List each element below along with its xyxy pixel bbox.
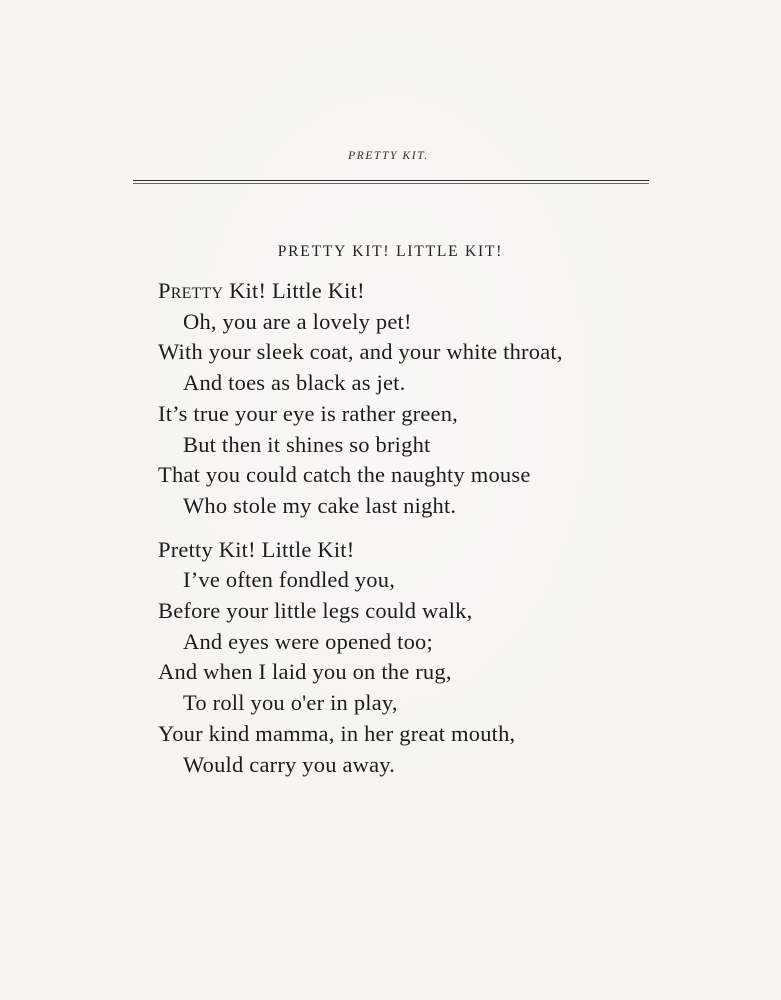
stanza-1 [158,276,678,522]
poem-line: Who stole my cake last night. [183,492,457,518]
stanza-2 [158,535,678,781]
running-head-text: PRETTY KIT. [348,150,429,162]
poem-line: But then it shines so bright [183,431,431,457]
poem-line [158,276,678,307]
header-rule [133,180,649,181]
first-line-rest: Kit! Little Kit! [223,278,365,303]
poem-line: And eyes were opened too; [183,628,433,654]
poem-line: To roll you o'er in play, [183,690,398,716]
drop-smallcaps-word: Pretty [158,278,224,303]
poem-title: PRETTY KIT! LITTLE KIT! [277,243,504,260]
poem-line: It’s true your eye is rather green, [158,400,459,426]
running-head [0,150,781,162]
poem-line: Before your little legs could walk, [158,598,473,624]
poem-body [158,276,678,793]
poem-line: With your sleek coat, and your white throat, [158,339,563,365]
poem-line: Would carry you away. [183,751,396,777]
poem-line: And when I laid you on the rug, [158,659,452,685]
poem-line: That you could catch the naughty mouse [158,462,531,488]
poem-line: Pretty Kit! Little Kit! [158,536,355,562]
poem-line: Oh, you are a lovely pet! [183,308,412,334]
poem-line: Your kind mamma, in her great mouth, [158,720,516,746]
header-rule-thin [133,183,649,184]
poem-line: I’ve often fondled you, [183,567,396,593]
poem-line: And toes as black as jet. [183,370,406,396]
